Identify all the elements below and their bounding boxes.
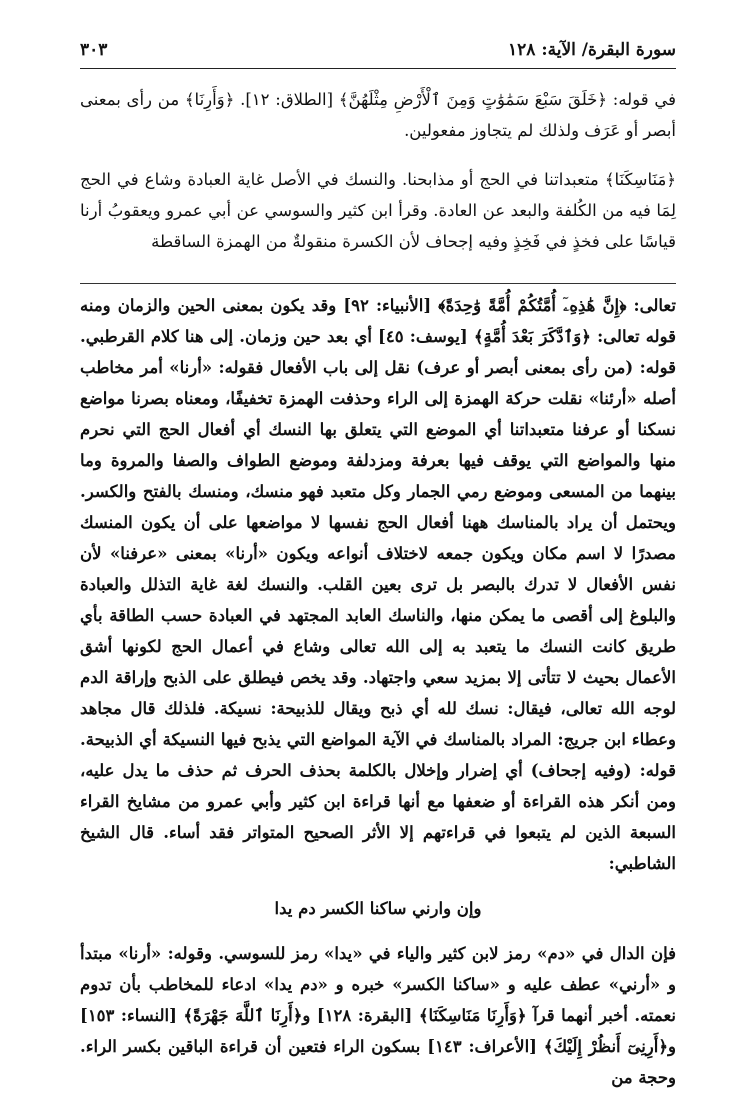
poetry-verse: وإن وارني ساكنا الكسر دم يدا [274,899,482,918]
commentary-paragraph-1: تعالى: ﴿إِنَّ هَٰذِهِۦٓ أُمَّتُكُمْ أُمَّةً وَٰحِدَةً﴾ [الأنبياء: ٩٢] وقد يكون بمعنى الحين والزمان ومنه قوله تعالى: ﴿وَٱدَّكَرَ بَعْدَ أُمَّةٍ﴾ [يوسف: ٤٥] أي بعد حين وزمان. إلى هنا كلام القرطبي. قوله: (من رأى بمعنى أبصر أو عرف) نقل إلى باب الأفعال فقوله: «أرنا» أمر مخاطب أصله «أرئنا» نقلت حركة الهمزة إلى الراء وحذفت الهمزة تخفيفًا، ومعناه بصرنا مواضع نسكنا أو عرفنا متعبداتنا أي الموضع التي يتعلق بها النسك أي أفعال الحج التي نحرم منها والمواضع التي يوقف فيها بعرفة ومزدلفة وموضع الطواف والصفا والمروة وما بينهما من المسعى وموضع رمي الجمار وكل متعبد فهو منسك، ومنسك بالفتح والكسر. ويحتمل أن يراد بالمناسك ههنا أفعال الحج نفسها لا مواضعها على أن يكون المنسك مصدرًا لا اسم مكان ويكون جمعه لاختلاف أنواعه ويكون «أرنا» بمعنى «عرفنا» لأن نفس الأفعال لا تدرك بالبصر بل ترى بعين القلب. والنسك لغة غاية التذلل والعبادة والبلوغ إلى أقصى ما يمكن منها، والناسك العابد المجتهد في العبادة حسب الطاقة بأي طريق كانت النسك ما يتعبد به إلى الله تعالى وشاع في أعمال الحج لكونها أشق الأعمال بحيث لا تتأتى إلا بمزيد سعي واجتهاد. وقد يخص فيطلق على الذبح وإراقة الدم لوجه الله تعالى، فيقال: نسك لله أي ذبح ويقال للذبيحة: نسيكة. فلذلك قال مجاهد وعطاء ابن جريج: المراد بالمناسك في الآية المواضع التي يذبح فيها النسيكة أي الذبيحة. قوله: (وفيه إجحاف) أي إضرار وإخلال بالكلمة بحذف الحرف ثم حذف ما يدل عليه، ومن أنكر هذه القراءة أو ضعفها مع أنها قراءة ابن كثير وأبي عمرو من مشايخ القراء السبعة الذين لم يتبعوا في قراءتهم إلا الأثر الصحيح المتواتر فقد أساء. قال الشيخ الشاطبي: [80,296,676,873]
main-text [80,84,676,257]
header-rule [80,68,676,69]
main-paragraph-1: في قوله: ﴿خَلَقَ سَبْعَ سَمَٰوَٰتٍ وَمِنَ ٱلْأَرْضِ مِثْلَهُنَّ﴾ [الطلاق: ١٢]. ﴿وَأَرِنَا﴾ من رأى بمعنى أبصر أو عَرَف ولذلك لم يتجاوز مفعولين. [80,90,676,140]
footnote-separator [80,283,676,284]
running-header [80,38,676,66]
header-title: سورة البقرة/ الآية: ١٢٨ [508,40,676,60]
main-paragraph-2: ﴿مَنَاسِكَنَا﴾ متعبداتنا في الحج أو مذابحنا. والنسك في الأصل غاية العبادة وشاع في الحج لِمَا فيه من الكُلفة والبعد عن العادة. وقرأ ابن كثير والسوسي عن أبي عمرو ويعقوبُ أرنا قياسًا على فخذٍ في فَخِذٍ وفيه إجحاف لأن الكسرة منقولةٌ من الهمزة الساقطة [80,170,676,251]
page-number: ٣٠٣ [80,40,108,60]
commentary-paragraph-2: فإن الدال في «دم» رمز لابن كثير والياء في «يدا» رمز للسوسي. وقوله: «أرنا» مبتدأ و «أرني» عطف عليه و «ساكنا الكسر» خبره و «دم يدا» ادعاء للمخاطب بأن تدوم نعمته. أخبر أنهما قرآ ﴿وَأَرِنَا مَنَاسِكَنَا﴾ [البقرة: ١٢٨] و﴿أَرِنَا ٱللَّهَ جَهْرَةً﴾ [النساء: ١٥٣] و﴿أَرِنِىٓ أَنظُرْ إِلَيْكَ﴾ [الأعراف: ١٤٣] بسكون الراء فتعين أن قراءة الباقين بكسر الراء. وحجة من [80,944,676,1087]
commentary-text [80,290,676,1093]
